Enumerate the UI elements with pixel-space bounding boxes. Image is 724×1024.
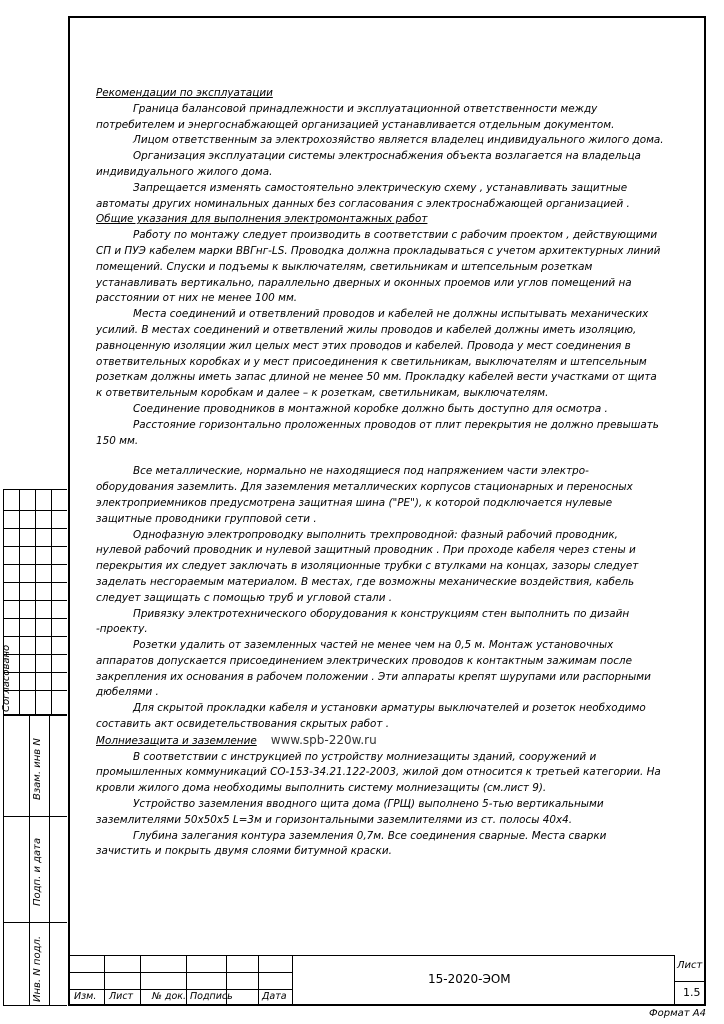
izm-label: Изм. (74, 991, 97, 1002)
paragraph: Лицом ответственным за электрохозяйство является владелец индивидуального жилого дома. (133, 134, 664, 147)
paragraph: Соединение проводников в монтажной коробке должно быть доступно для осмотра . (133, 402, 608, 415)
heading-exploitation: Рекомендации по эксплуатации (96, 87, 273, 99)
heading-general: Общие указания для выполнения электромонтажных работ (96, 213, 428, 226)
paragraph: Привязку электротехнического оборудования к конструкциям стен выполнить по дизайн -проекту. (96, 607, 630, 636)
paragraph: Работу по монтажу следует производить в соответствии с рабочим проектом , действующими СП и ПУЭ кабелем марки ВВГнг-LS. Проводка должна прокладываться с учетом архитектурных линий помещений. Спуски и подъемы к выключателям, светильникам и штепсельным розеткам устанавливать вертикально, параллельно дверных и оконных проемов или углов помещений на расстоянии от них не менее 100 мм. (96, 229, 661, 305)
document-code: 15-2020-ЭОМ (428, 972, 511, 986)
podp-label: Подп. и дата (32, 837, 43, 906)
sheet-number: 1.5 (683, 986, 701, 999)
paragraph: Все металлические, нормально не находящиеся под напряжением части электро-оборудования заземлить. Для заземления металлических корпусов стационарных и переносных электроприемников предусмотрена защитная шина ("PE"), к которой подключается нулевые защитные проводники групповой сети . (96, 465, 633, 525)
watermark-url: www.spb-220w.ru (270, 732, 377, 747)
paragraph: Места соединений и ответвлений проводов и кабелей не должны испытывать механических усилий. В местах соединений и ответвлений жилы проводов и кабелей должны иметь изоляцию, равноценную изоляции жил целых мест этих проводов и кабелей. Провода у мест соединения в ответвительных коробках и у мест присоединения к светильникам, выключателям и штепсельным розеткам должны иметь запас длиной не менее 50 мм. Прокладку кабелей вести участками от щита к ответвительным коробкам и далее – к розеткам, светильникам, выключателям. (96, 308, 657, 400)
paragraph: Однофазную электропроводку выполнить трехпроводной: фазный рабочий проводник, нулевой рабочий проводник и нулевой защитный проводник . При проходе кабеля через стены и перекрытия их следует заключать в изоляционные трубки с втулками на концах, зазоры следует заделать несгораемым материалом. В местах, где возможны механические воздействия, кабель следует защищать с помощью труб и угловой стали . (96, 528, 639, 604)
paragraph: Для скрытой прокладки кабеля и установки арматуры выключателей и розеток необходимо составить акт освидетельствования скрытых работ . (96, 702, 646, 731)
signature-label: Подпись (190, 991, 233, 1002)
heading-lightning: Молниезащита и заземление (96, 734, 257, 747)
agreed-label: Согласовано (1, 644, 12, 712)
paragraph: В соответствии с инструкцией по устройству молниезащиты зданий, сооружений и промышленных коммуникаций СО-153-34.21.122-2003, жилой дом относится к третьей категории. На кровли жилого дома необходимы выполнить систему молниезащиты (см.лист 9). (96, 750, 661, 795)
side-stamp-inventory (3, 715, 67, 1006)
paragraph: Устройство заземления вводного щита дома (ГРЩ) выполнено 5-тью вертикальными заземлителями 50х50х5 L=3м и горизонтальными заземлителями из ст. полосы 40х4. (96, 798, 604, 826)
ndoc-label: № док. (152, 991, 187, 1002)
document-body (96, 86, 664, 860)
title-block (68, 955, 706, 1006)
paragraph: Розетки удалить от заземленных частей не менее чем на 0,5 м. Монтаж установочных аппаратов допускается присоединением электрических проводов к контактным зажимам после закрепления их основания в рабочем положении . Эти аппараты крепят шурупами или распорными дюбелями . (96, 639, 651, 699)
side-stamp-agreed (3, 489, 67, 715)
paper-format: Формат А4 (649, 1008, 706, 1019)
paragraph: Глубина залегания контура заземления 0,7м. Все соединения сварные. Места сварки зачистить и покрыть двумя слоями битумной краски. (96, 829, 607, 858)
sheet-label: Лист (677, 960, 703, 971)
paragraph: Граница балансовой принадлежности и эксплуатационной ответственности между потребителем и энергоснабжающей организацией устанавливается отдельным документом. (96, 102, 615, 131)
list-label: Лист (109, 991, 134, 1002)
date-label: Дата (262, 991, 287, 1002)
paragraph: Организация эксплуатации системы электроснабжения объекта возлагается на владельца индивидуального жилого дома. (96, 150, 641, 178)
paragraph: Запрещается изменять самостоятельно электрическую схему , устанавливать защитные автоматы других номинальных данных без согласования с электроснабжающей организацией . (96, 181, 630, 210)
vzam-label: Взам. инв N (32, 738, 43, 800)
paragraph: Расстояние горизонтально проложенных проводов от плит перекрытия не должно превышать 150 мм. (96, 418, 659, 447)
inv-label: Инв. N подл. (32, 935, 43, 1002)
